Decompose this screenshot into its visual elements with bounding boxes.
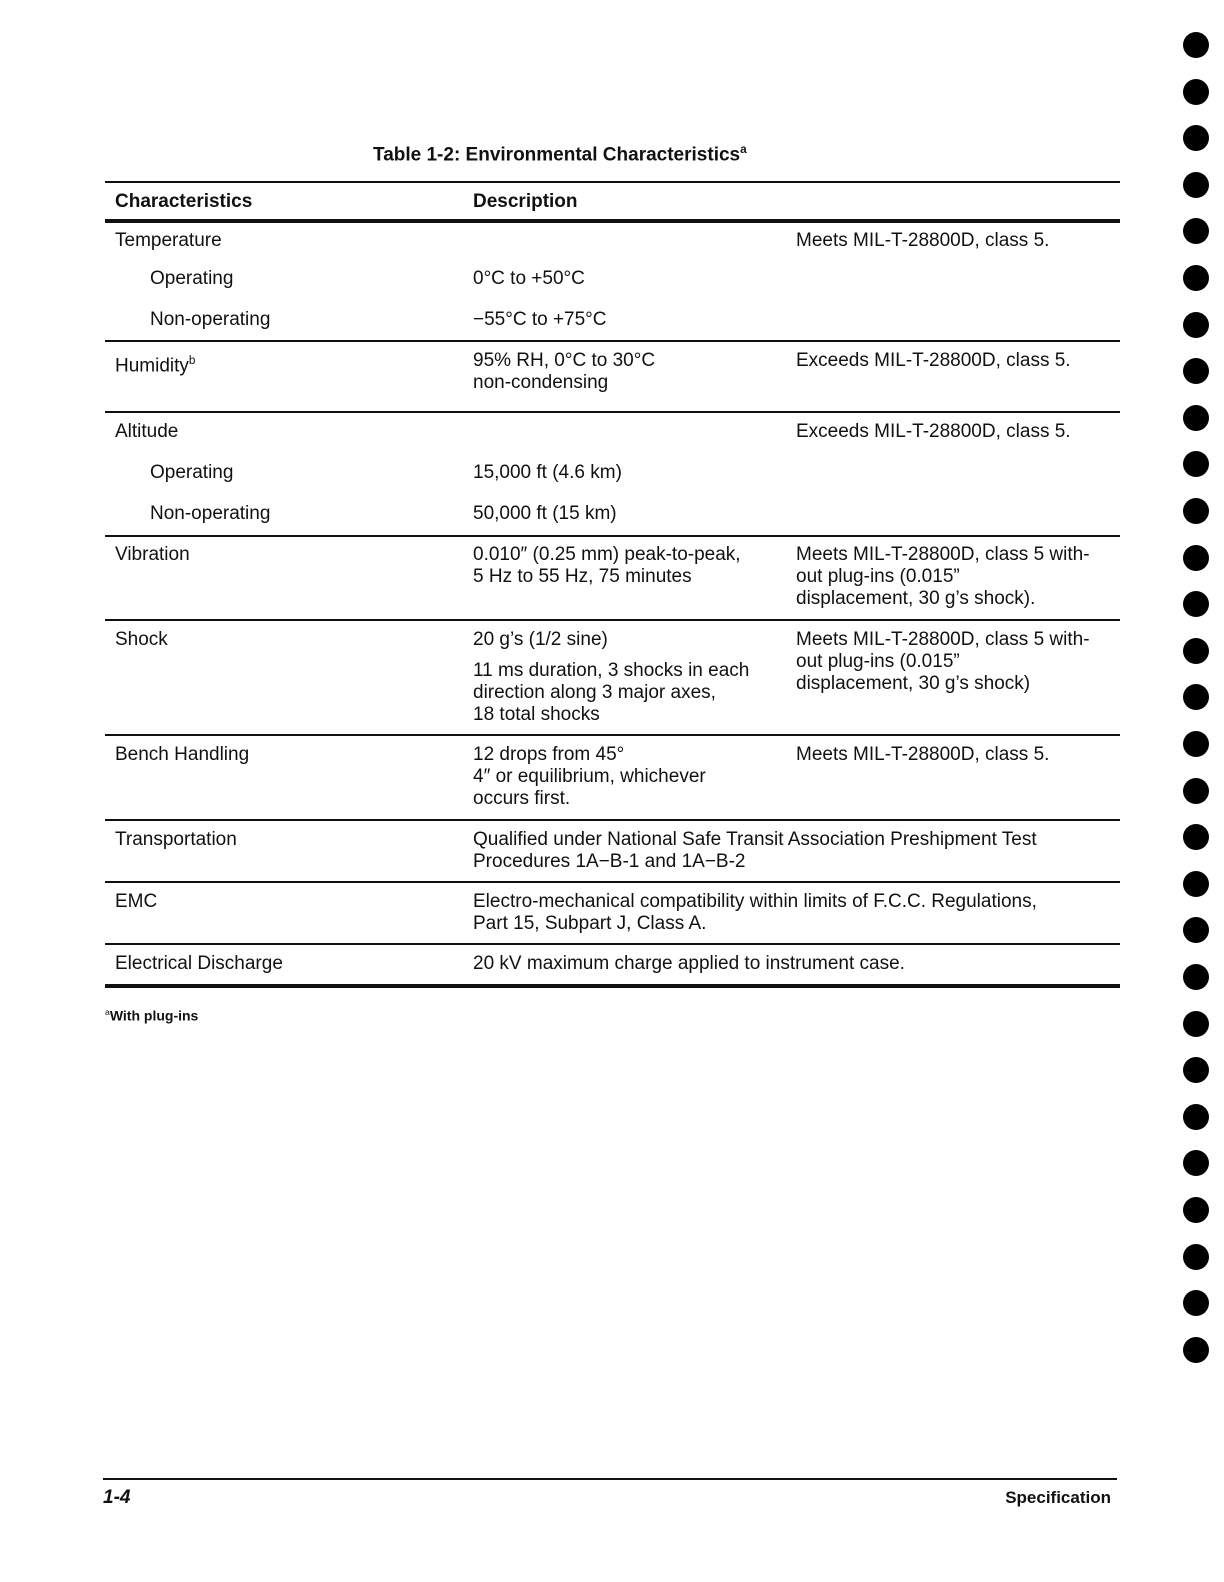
- punch-hole: [1183, 265, 1209, 291]
- row-characteristic: Temperature: [115, 230, 222, 251]
- row-description: Qualified under National Safe Transit Association Preshipment Test Procedures 1A−B-1 and 1A−B-2: [473, 829, 1037, 872]
- row-note: Meets MIL-T-28800D, class 5 with- out plug-ins (0.015” displacement, 30 g’s shock): [796, 629, 1090, 694]
- row-separator: [105, 411, 1120, 413]
- row-separator: [105, 819, 1120, 821]
- punch-hole: [1183, 824, 1209, 850]
- punch-hole: [1183, 405, 1209, 431]
- row-note: Exceeds MIL-T-28800D, class 5.: [796, 350, 1071, 371]
- punch-hole: [1183, 1244, 1209, 1270]
- row-separator: [105, 340, 1120, 342]
- row-description: −55°C to +75°C: [473, 309, 607, 330]
- punch-hole: [1183, 1150, 1209, 1176]
- row-separator: [105, 881, 1120, 883]
- punch-hole: [1183, 917, 1209, 943]
- row-characteristic: Shock: [115, 629, 168, 650]
- table-caption: Table 1-2: Environmental Characteristics$^a$: [373, 143, 747, 166]
- punch-hole: [1183, 638, 1209, 664]
- row-characteristic: Operating: [150, 462, 234, 483]
- table-footnote: $^a$With plug-ins: [105, 1007, 199, 1024]
- punch-hole: [1183, 731, 1209, 757]
- punch-hole: [1183, 172, 1209, 198]
- punch-hole: [1183, 358, 1209, 384]
- punch-hole: [1183, 591, 1209, 617]
- punch-hole: [1183, 218, 1209, 244]
- footer-rule: [103, 1478, 1117, 1480]
- row-characteristic: Operating: [150, 268, 234, 289]
- row-description-detail: 11 ms duration, 3 shocks in each direction along 3 major axes, 18 total shocks: [473, 660, 750, 725]
- row-description: 0.010″ (0.25 mm) peak-to-peak, 5 Hz to 55 Hz, 75 minutes: [473, 544, 741, 587]
- row-separator: [105, 619, 1120, 621]
- punch-hole: [1183, 1337, 1209, 1363]
- row-characteristic: EMC: [115, 891, 158, 912]
- punch-hole: [1183, 1057, 1209, 1083]
- punch-hole: [1183, 1290, 1209, 1316]
- punch-hole: [1183, 32, 1209, 58]
- table-bottom-rule: [105, 984, 1120, 988]
- table-top-rule: [105, 181, 1120, 183]
- punch-hole: [1183, 498, 1209, 524]
- row-characteristic: Non-operating: [150, 503, 271, 524]
- punch-hole: [1183, 964, 1209, 990]
- row-description: 15,000 ft (4.6 km): [473, 462, 622, 483]
- row-separator: [105, 943, 1120, 945]
- row-description: 50,000 ft (15 km): [473, 503, 617, 524]
- header-description: Description: [473, 191, 578, 212]
- row-characteristic: Transportation: [115, 829, 237, 850]
- punch-hole: [1183, 79, 1209, 105]
- row-characteristic: Non-operating: [150, 309, 271, 330]
- section-name: Specification: [1005, 1488, 1111, 1507]
- row-description: Electro-mechanical compatibility within limits of F.C.C. Regulations, Part 15, Subpart J, Class A.: [473, 891, 1037, 934]
- row-description: 95% RH, 0°C to 30°C non-condensing: [473, 350, 656, 393]
- row-characteristic: Bench Handling: [115, 744, 250, 765]
- row-note: Meets MIL-T-28800D, class 5.: [796, 744, 1050, 765]
- punch-hole: [1183, 545, 1209, 571]
- punch-hole: [1183, 451, 1209, 477]
- row-separator: [105, 535, 1120, 537]
- row-description: 20 g’s (1/2 sine): [473, 629, 608, 650]
- row-note: Meets MIL-T-28800D, class 5.: [796, 230, 1050, 251]
- punch-hole: [1183, 778, 1209, 804]
- punch-hole: [1183, 1011, 1209, 1037]
- header-characteristics: Characteristics: [115, 191, 253, 212]
- row-characteristic: Humidity$^b$: [115, 354, 196, 377]
- row-description: 20 kV maximum charge applied to instrument case.: [473, 953, 905, 974]
- header-bottom-rule: [105, 219, 1120, 223]
- punch-hole: [1183, 684, 1209, 710]
- row-description: 0°C to +50°C: [473, 268, 585, 289]
- row-characteristic: Electrical Discharge: [115, 953, 283, 974]
- page-number: 1-4: [103, 1487, 131, 1508]
- row-separator: [105, 734, 1120, 736]
- row-description: 12 drops from 45° 4″ or equilibrium, whichever occurs first.: [473, 744, 706, 809]
- punch-hole: [1183, 871, 1209, 897]
- row-note: Exceeds MIL-T-28800D, class 5.: [796, 421, 1071, 442]
- punch-hole: [1183, 1197, 1209, 1223]
- row-characteristic: Vibration: [115, 544, 190, 565]
- punch-hole: [1183, 312, 1209, 338]
- punch-hole: [1183, 125, 1209, 151]
- punch-hole: [1183, 1104, 1209, 1130]
- row-characteristic: Altitude: [115, 421, 179, 442]
- row-note: Meets MIL-T-28800D, class 5 with- out plug-ins (0.015” displacement, 30 g’s shock).: [796, 544, 1090, 609]
